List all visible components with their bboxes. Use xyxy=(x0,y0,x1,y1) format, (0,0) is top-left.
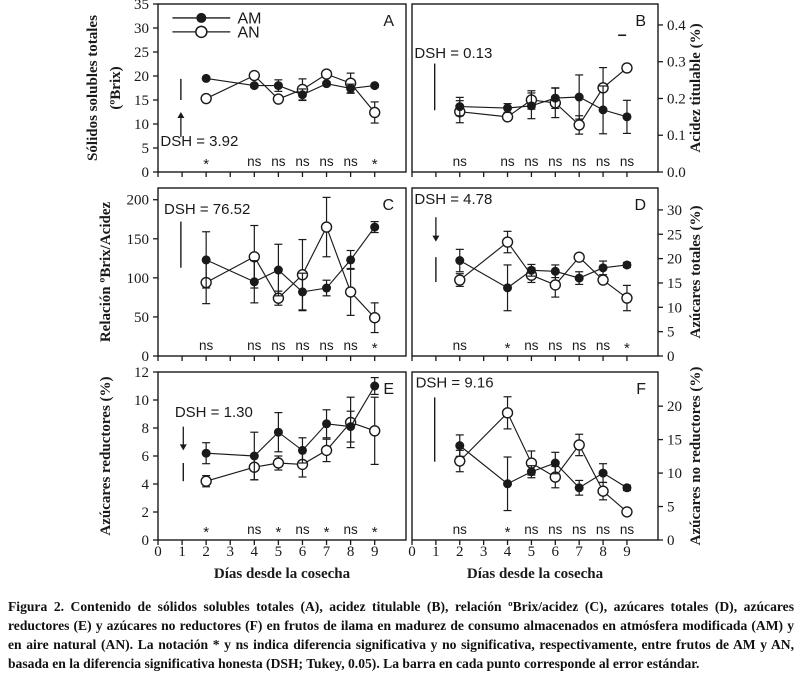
x-tick-label: 5 xyxy=(274,544,283,560)
x-tick-label: 0 xyxy=(408,544,416,560)
an-point xyxy=(201,94,211,104)
am-point xyxy=(551,459,560,468)
significance-ns: ns xyxy=(595,338,611,353)
y-tick-label: 0 xyxy=(667,349,675,365)
am-point xyxy=(298,287,307,296)
am-point xyxy=(503,479,512,488)
dsh-label: DSH = 1.30 xyxy=(174,403,253,421)
am-point xyxy=(274,81,283,90)
significance-ns: ns xyxy=(524,154,539,169)
panel-letter: D xyxy=(634,197,646,214)
am-point xyxy=(599,263,608,272)
am-point xyxy=(503,283,512,292)
y-tick-label: 10 xyxy=(667,300,682,317)
an-point xyxy=(201,476,211,486)
significance-star: * xyxy=(203,156,210,173)
series-AM xyxy=(202,378,380,480)
am-point xyxy=(527,266,536,275)
am-point xyxy=(455,102,464,111)
am-point xyxy=(599,105,608,114)
significance-ns: ns xyxy=(343,338,358,353)
legend-marker-open xyxy=(196,26,207,37)
y-tick-label: 8 xyxy=(141,421,149,437)
significance-ns: ns xyxy=(548,338,563,353)
significance-ns: ns xyxy=(619,522,635,537)
x-tick-label: 6 xyxy=(298,544,307,560)
an-point xyxy=(598,486,608,496)
y-tick-label: 20 xyxy=(667,399,682,416)
an-point xyxy=(322,222,332,232)
significance-ns: ns xyxy=(247,522,262,537)
x-axis-title: Días desde la cosecha xyxy=(466,566,604,582)
am-point xyxy=(250,277,259,286)
an-point xyxy=(273,458,283,468)
significance-ns: ns xyxy=(247,338,262,353)
series-line-AN xyxy=(460,68,627,125)
x-tick-label: 5 xyxy=(527,544,536,560)
an-point xyxy=(455,456,465,466)
dsh-arrow-head xyxy=(180,444,187,450)
significance-ns: ns xyxy=(452,154,467,169)
am-point xyxy=(346,255,355,264)
y-axis-title: Sólidos solubles totales xyxy=(85,15,101,161)
an-point xyxy=(503,408,513,418)
series-AM xyxy=(202,222,380,311)
significance-ns: ns xyxy=(619,154,635,169)
panel-D xyxy=(412,188,704,365)
y-tick-label: 30 xyxy=(667,202,682,219)
x-tick-label: 9 xyxy=(623,544,631,560)
y-tick-label: 10 xyxy=(134,393,149,409)
y-tick-label: 0.2 xyxy=(667,91,686,108)
an-point xyxy=(249,71,259,81)
y-axis-title: Relación ºBrix/Acidez xyxy=(98,201,114,343)
am-point xyxy=(322,419,331,428)
y-tick-label: 30 xyxy=(134,21,149,37)
series-line-AM xyxy=(460,446,627,488)
am-point xyxy=(527,467,536,476)
significance-ns: ns xyxy=(500,154,515,169)
x-tick-label: 3 xyxy=(479,544,488,560)
am-point xyxy=(622,112,631,121)
am-point xyxy=(202,255,211,264)
y-tick-label: 0.0 xyxy=(667,165,686,181)
am-point xyxy=(346,422,355,431)
significance-ns: ns xyxy=(452,522,467,537)
am-point xyxy=(322,284,331,293)
am-point xyxy=(551,267,560,276)
x-tick-label: 0 xyxy=(154,544,162,560)
significance-ns: ns xyxy=(295,338,310,353)
legend-marker-filled xyxy=(196,13,206,23)
significance-star: * xyxy=(275,524,282,541)
an-point xyxy=(370,426,380,436)
x-tick-label: 8 xyxy=(599,544,607,560)
panel-A xyxy=(85,0,406,181)
am-point xyxy=(274,266,283,275)
significance-star: * xyxy=(504,524,511,541)
x-tick-label: 2 xyxy=(456,544,464,560)
am-point xyxy=(455,441,464,450)
significance-ns: ns xyxy=(271,338,286,353)
significance-ns: ns xyxy=(199,338,214,353)
panel-frame xyxy=(412,372,658,540)
am-point xyxy=(599,469,608,478)
significance-ns: ns xyxy=(548,522,563,537)
panel-letter: A xyxy=(383,13,394,30)
significance-ns: ns xyxy=(572,522,587,537)
figure-caption: Figura 2. Contenido de sólidos solubles totales (A), acidez titulable (B), relación ºBrix/acidez (C), azúcares totales (D), azúcares reductores (E) y azúcares no reductores (F) en frutos de ilama en madurez de consumo almacenados en atmósfera modificada (AM) y en aire natural (AN). La notación * y ns indica diferencia significativa y no significativa, respectivamente, entre frutos de AM y AN, basada en la diferencia significativa honesta (DSH; Tukey, 0.05). La barra en cada punto corresponde al error estándar. xyxy=(8,599,794,671)
y-axis-title: Acidez titulable (%) xyxy=(688,23,704,153)
y-tick-label: 0 xyxy=(667,533,675,549)
am-point xyxy=(322,79,331,88)
an-point xyxy=(370,107,380,117)
dsh-label: DSH = 4.78 xyxy=(414,191,493,209)
am-point xyxy=(250,81,259,90)
y-axis-title: Azúcares no reductores (%) xyxy=(688,366,704,546)
y-tick-label: 150 xyxy=(126,231,149,248)
y-tick-label: 20 xyxy=(134,69,149,85)
dsh-label: DSH = 0.13 xyxy=(414,45,493,63)
y-tick-label: 0 xyxy=(141,349,149,365)
significance-ns: ns xyxy=(524,338,539,353)
significance-ns: ns xyxy=(247,154,262,169)
y-tick-label: 50 xyxy=(134,309,149,326)
an-point xyxy=(622,293,632,303)
x-tick-label: 2 xyxy=(202,544,210,560)
significance-star: * xyxy=(203,524,210,541)
series-AN xyxy=(201,69,380,123)
x-tick-label: 3 xyxy=(226,544,234,560)
significance-ns: ns xyxy=(295,154,310,169)
y-axis-title: Azúcares reductores (%) xyxy=(98,376,114,536)
an-point xyxy=(273,94,283,104)
y-tick-label: 4 xyxy=(141,477,149,493)
y-tick-label: 100 xyxy=(126,270,149,287)
an-point xyxy=(455,275,465,285)
y-axis-title: Azúcares totales (%) xyxy=(688,205,704,339)
dsh-label: DSH = 9.16 xyxy=(415,374,494,392)
legend-label: AN xyxy=(237,24,260,42)
y-tick-label: 5 xyxy=(667,324,675,341)
an-point xyxy=(622,63,632,73)
am-point xyxy=(551,94,560,103)
x-tick-label: 6 xyxy=(551,544,560,560)
y-tick-label: 0 xyxy=(141,533,149,549)
y-tick-label: 15 xyxy=(667,432,682,449)
y-tick-label: 0.1 xyxy=(667,128,686,145)
significance-ns: ns xyxy=(452,338,467,353)
series-AN xyxy=(455,397,632,517)
panel-letter: B xyxy=(635,13,646,30)
y-tick-label: 5 xyxy=(141,141,149,157)
am-point xyxy=(455,256,464,265)
panel-frame xyxy=(412,4,658,172)
y-tick-label: 20 xyxy=(667,251,682,268)
am-point xyxy=(527,101,536,110)
significance-ns: ns xyxy=(572,154,587,169)
series-line-AN xyxy=(206,227,375,318)
y-tick-label: 0.4 xyxy=(667,17,686,34)
significance-ns: ns xyxy=(271,154,286,169)
am-point xyxy=(622,260,631,269)
am-point xyxy=(370,223,379,232)
significance-star: * xyxy=(371,340,378,357)
an-point xyxy=(550,280,560,290)
y-tick-label: 0 xyxy=(141,165,149,181)
y-tick-label: 12 xyxy=(134,365,149,381)
an-point xyxy=(622,507,632,517)
y-tick-label: 2 xyxy=(141,505,149,521)
series-AM xyxy=(455,435,631,511)
an-point xyxy=(574,120,584,130)
dsh-arrow-head xyxy=(432,236,439,242)
y-tick-label: 10 xyxy=(134,117,149,133)
panel-E xyxy=(98,365,406,582)
x-tick-label: 1 xyxy=(432,544,440,560)
significance-star: * xyxy=(624,340,630,357)
am-point xyxy=(370,382,379,391)
y-tick-label: 15 xyxy=(667,275,682,292)
am-point xyxy=(370,81,379,90)
panel-F xyxy=(408,367,704,582)
x-tick-label: 1 xyxy=(178,544,186,560)
y-tick-label: 35 xyxy=(134,0,149,13)
an-point xyxy=(574,252,584,262)
significance-star: * xyxy=(323,524,330,541)
y-tick-label: 25 xyxy=(134,45,149,61)
an-point xyxy=(346,287,356,297)
am-point xyxy=(298,446,307,455)
x-axis-title: Días desde la cosecha xyxy=(213,566,351,582)
am-point xyxy=(250,452,259,461)
significance-ns: ns xyxy=(319,154,334,169)
am-point xyxy=(298,90,307,99)
significance-ns: ns xyxy=(524,522,539,537)
significance-ns: ns xyxy=(319,338,334,353)
am-point xyxy=(503,104,512,113)
x-tick-label: 4 xyxy=(250,544,259,560)
am-point xyxy=(202,449,211,458)
am-point xyxy=(575,483,584,492)
y-tick-label: 15 xyxy=(134,93,149,109)
am-point xyxy=(575,93,584,102)
significance-ns: ns xyxy=(343,154,358,169)
legend-label: AM xyxy=(237,10,262,28)
panel-letter: C xyxy=(382,197,394,214)
an-point xyxy=(503,237,513,247)
dsh-label: DSH = 76.52 xyxy=(164,200,251,218)
am-point xyxy=(622,483,631,492)
significance-ns: ns xyxy=(572,338,587,353)
an-point xyxy=(370,313,380,323)
significance-ns: ns xyxy=(595,154,611,169)
y-tick-label: 5 xyxy=(667,499,675,516)
an-point xyxy=(322,445,332,455)
significance-ns: ns xyxy=(295,522,310,537)
y-tick-label: 6 xyxy=(141,449,149,465)
significance-star: * xyxy=(371,156,378,173)
am-point xyxy=(274,428,283,437)
y-tick-label: 0.3 xyxy=(667,54,686,71)
an-point xyxy=(574,440,584,450)
significance-ns: ns xyxy=(595,522,611,537)
an-point xyxy=(503,112,513,122)
y-tick-label: 200 xyxy=(126,192,149,209)
x-tick-label: 7 xyxy=(575,544,583,560)
panel-B xyxy=(412,4,704,181)
y-tick-label: 10 xyxy=(667,466,682,483)
significance-star: * xyxy=(371,524,378,541)
y-axis-title: (ºBrix) xyxy=(108,66,124,110)
significance-ns: ns xyxy=(548,154,563,169)
am-point xyxy=(202,74,211,83)
series-line-AN xyxy=(460,413,627,512)
significance-star: * xyxy=(504,340,511,357)
dsh-arrow-head xyxy=(177,112,184,118)
an-point xyxy=(322,69,332,79)
significance-ns: ns xyxy=(343,522,358,537)
panel-letter: E xyxy=(383,381,394,398)
panel-C xyxy=(98,188,406,365)
am-point xyxy=(346,84,355,93)
panel-letter: F xyxy=(636,381,646,398)
series-line-AN xyxy=(206,422,375,481)
y-tick-label: 25 xyxy=(667,227,682,244)
an-point xyxy=(598,275,608,285)
x-tick-label: 8 xyxy=(346,544,355,560)
x-tick-label: 7 xyxy=(322,544,331,560)
am-point xyxy=(575,274,584,283)
x-tick-label: 4 xyxy=(503,544,512,560)
dsh-label: DSH = 3.92 xyxy=(160,133,239,151)
x-tick-label: 9 xyxy=(370,544,379,560)
series-AN xyxy=(455,63,632,134)
